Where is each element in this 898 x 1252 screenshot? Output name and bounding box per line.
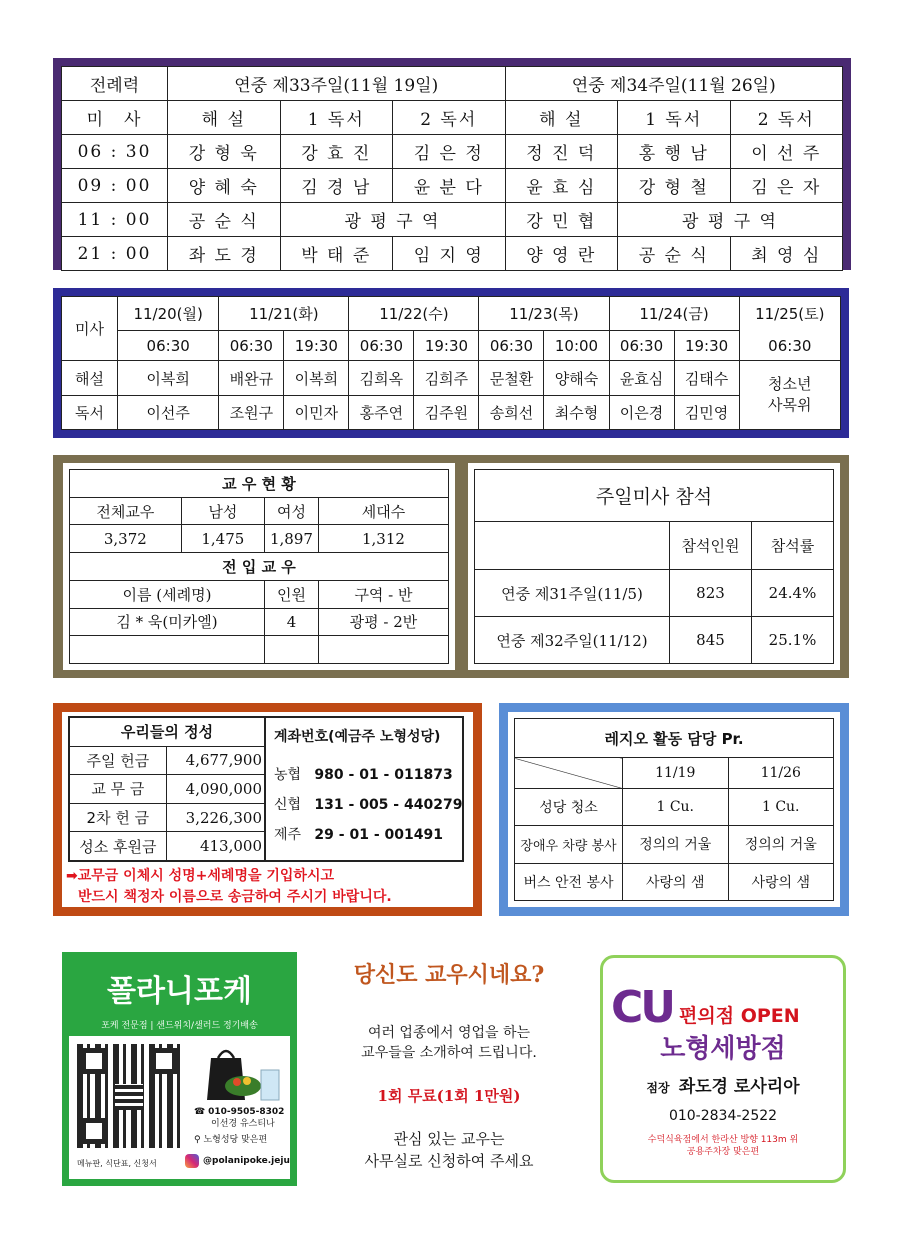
day-date: 11/23(목) [479, 297, 609, 331]
empty-cell [264, 636, 318, 664]
diagonal-cell [515, 758, 623, 788]
direction-line: 공용주차장 맞은편 [686, 1147, 760, 1157]
cell: 배완규 [219, 361, 284, 395]
col-reading2: 2 독서 [730, 101, 843, 135]
cell: 박 태 준 [280, 237, 393, 271]
members-panel [63, 463, 455, 670]
table-row [62, 135, 843, 169]
saturday-note [739, 361, 840, 430]
promo-line: 관심 있는 교우는 [393, 1130, 505, 1148]
mass-time: 06:30 [739, 331, 840, 361]
mass-time: 06:30 [609, 331, 674, 361]
weekday-mass-table [61, 296, 841, 430]
cell: 광 평 구 역 [280, 203, 505, 237]
mass-label: 미사 [62, 297, 118, 361]
bank-name: 농협 [274, 767, 302, 783]
empty-cell [70, 636, 265, 664]
value-cell: 1,897 [264, 525, 318, 553]
value-cell: 25.1% [752, 617, 834, 664]
cell: 광 평 구 역 [618, 203, 843, 237]
cu-logo: CU [611, 982, 674, 1033]
direction-line: 수덕식육점에서 한라산 방향 113m 위 [647, 1135, 799, 1145]
cell: 김 은 정 [393, 135, 506, 169]
phone-icon: ☎ [194, 1107, 206, 1117]
mass-time: 09 : 00 [62, 169, 168, 203]
header-cell: 참석률 [752, 522, 834, 570]
attendance-title: 주일미사 참석 [475, 470, 834, 522]
cell: 이은경 [609, 395, 674, 429]
poke-insta: @polanipoke.jeju [203, 1156, 290, 1166]
row-label: 2차 헌 금 [70, 803, 166, 832]
value-cell: 광평 - 2반 [318, 608, 448, 636]
date-header: 11/26 [728, 758, 834, 788]
legio-frame [499, 703, 849, 916]
poke-phone: 010-9505-8302 [208, 1107, 285, 1117]
account-number: 131 - 005 - 440279 [314, 797, 463, 813]
note-line: 청소년 [768, 375, 812, 394]
promo-title: 당신도 교우시네요? [353, 962, 545, 988]
cell: 강 형 욱 [168, 135, 281, 169]
account-item [274, 790, 464, 820]
row-label: 장애우 차량 봉사 [515, 826, 623, 863]
cell: 김 경 남 [280, 169, 393, 203]
mass-time: 06:30 [118, 331, 219, 361]
salad-bag-icon [205, 1040, 285, 1104]
cell: 홍주연 [349, 395, 414, 429]
header-cell: 여성 [264, 497, 318, 525]
cell: 이선주 [118, 395, 219, 429]
header-cell: 남성 [181, 497, 264, 525]
value-cell: 사랑의 샘 [623, 863, 729, 900]
value-cell: 사랑의 샘 [728, 863, 834, 900]
cell: 정 진 덕 [505, 135, 618, 169]
day-date: 11/24(금) [609, 297, 739, 331]
cell: 김 은 자 [730, 169, 843, 203]
col-reading2: 2 독서 [393, 101, 506, 135]
row-label: 연중 제31주일(11/5) [475, 570, 670, 617]
header-cell: 이름 (세례명) [70, 580, 265, 608]
header-cell: 인원 [264, 580, 318, 608]
week33-header: 연중 제33주일(11월 19일) [168, 67, 506, 101]
mass-time: 06:30 [349, 331, 414, 361]
value-cell: 1,312 [318, 525, 448, 553]
account-number: 980 - 01 - 011873 [314, 767, 453, 783]
reading-label: 독서 [62, 395, 118, 429]
cell: 김희주 [414, 361, 479, 395]
account-item [274, 820, 464, 850]
cell: 공 순 식 [168, 203, 281, 237]
insta-row [185, 1154, 290, 1168]
header-cell: 구역 - 반 [318, 580, 448, 608]
cu-open: 편의점 OPEN [679, 1005, 800, 1027]
promo-line: 교우들을 소개하여 드립니다. [361, 1045, 537, 1061]
cell: 김태수 [674, 361, 739, 395]
commentary-label: 해설 [62, 361, 118, 395]
cell: 강 형 철 [618, 169, 731, 203]
value-cell: 정의의 거울 [728, 826, 834, 863]
qr-code-icon [77, 1044, 181, 1148]
members-table [69, 469, 449, 664]
week34-header: 연중 제34주일(11월 26일) [505, 67, 843, 101]
cell: 좌 도 경 [168, 237, 281, 271]
value-cell: 3,372 [70, 525, 182, 553]
amount: 4,090,000 [166, 775, 265, 804]
cell: 임 지 영 [393, 237, 506, 271]
note-line: 사목위 [768, 396, 812, 415]
empty-cell [475, 522, 670, 570]
cell: 강 민 협 [505, 203, 618, 237]
cell: 김주원 [414, 395, 479, 429]
col-reading1: 1 독서 [618, 101, 731, 135]
offering-notice [66, 866, 392, 908]
poke-card [69, 1036, 290, 1179]
location-pin-icon: ⚲ [194, 1135, 201, 1145]
mass-time: 11 : 00 [62, 203, 168, 237]
account-number: 29 - 01 - 001491 [314, 827, 443, 843]
mass-label: 미 사 [62, 101, 168, 135]
sunday-liturgy-table [61, 66, 843, 271]
mass-time: 19:30 [284, 331, 349, 361]
col-commentary: 해 설 [505, 101, 618, 135]
sunday-liturgy-frame [53, 58, 851, 270]
amount: 413,000 [166, 832, 265, 860]
row-label: 주일 헌금 [70, 746, 166, 775]
poke-location: 노형성당 맞은편 [203, 1135, 268, 1145]
cell: 이 선 주 [730, 135, 843, 169]
value-cell: 4 [264, 608, 318, 636]
day-date: 11/25(토) [739, 297, 840, 331]
day-date: 11/20(월) [118, 297, 219, 331]
header-cell: 참석인원 [670, 522, 752, 570]
cell: 최 영 심 [730, 237, 843, 271]
attendance-panel [468, 463, 840, 670]
legio-table [514, 718, 834, 901]
notice-line: ➡교무금 이체시 성명+세례명을 기입하시고 [66, 868, 334, 884]
cell: 홍 행 남 [618, 135, 731, 169]
offerings-frame [53, 703, 482, 916]
row-label: 성당 청소 [515, 788, 623, 825]
table-row [62, 169, 843, 203]
amount: 4,677,900 [166, 746, 265, 775]
owner-label: 점장 [646, 1081, 670, 1095]
value-cell: 1 Cu. [623, 788, 729, 825]
cell: 윤 분 다 [393, 169, 506, 203]
cell: 양 영 란 [505, 237, 618, 271]
stats-frame [53, 455, 849, 678]
account-info [274, 726, 464, 850]
bank-name: 신협 [274, 797, 302, 813]
cell: 이복희 [284, 361, 349, 395]
transfer-title: 전 입 교 우 [70, 553, 449, 581]
day-date: 11/21(화) [219, 297, 349, 331]
weekday-mass-frame [53, 288, 849, 438]
row-label: 연중 제32주일(11/12) [475, 617, 670, 664]
empty-cell [318, 636, 448, 664]
instagram-icon [185, 1154, 199, 1168]
cu-phone: 010-2834-2522 [668, 1108, 778, 1124]
cell: 김민영 [674, 395, 739, 429]
cu-store: 노형세방점 [660, 1034, 786, 1064]
notice-line: 반드시 책정자 이름으로 송금하여 주시기 바랍니다. [78, 889, 392, 905]
cell: 조원구 [219, 395, 284, 429]
col-reading1: 1 독서 [280, 101, 393, 135]
cell: 최수형 [544, 395, 609, 429]
row-label: 교 무 금 [70, 775, 166, 804]
poke-contact [194, 1106, 284, 1146]
row-label: 버스 안전 봉사 [515, 863, 623, 900]
poke-bottom: 메뉴판, 식단표, 신청서 [77, 1159, 157, 1168]
mass-time: 06:30 [479, 331, 544, 361]
cell: 이복희 [118, 361, 219, 395]
account-list [274, 760, 464, 850]
promo-line: 사무실로 신청하여 주세요 [364, 1152, 534, 1170]
amount: 3,226,300 [166, 803, 265, 832]
mass-time: 10:00 [544, 331, 609, 361]
cell: 윤 효 심 [505, 169, 618, 203]
cell: 강 효 진 [280, 135, 393, 169]
cu-header [611, 982, 800, 1033]
promo-apply [310, 1128, 588, 1172]
cell: 윤효심 [609, 361, 674, 395]
value-cell: 845 [670, 617, 752, 664]
poke-owner: 이선경 유스티나 [211, 1119, 275, 1129]
mass-time: 21 : 00 [62, 237, 168, 271]
value-cell: 1 Cu. [728, 788, 834, 825]
location-row [194, 1134, 284, 1146]
poke-tagline: 포케 전문점 | 샌드위치/샐러드 정기배송 [101, 1021, 258, 1031]
cu-ad [600, 955, 846, 1183]
attendance-table [474, 469, 834, 664]
bank-name: 제주 [274, 827, 302, 843]
mass-time: 19:30 [414, 331, 479, 361]
offerings-box [68, 716, 464, 862]
liturgy-corner: 전례력 [62, 67, 168, 101]
legio-panel [508, 712, 840, 907]
cell: 문철환 [479, 361, 544, 395]
mass-time: 19:30 [674, 331, 739, 361]
value-cell: 24.4% [752, 570, 834, 617]
cu-owner: 좌도경 로사리아 [678, 1077, 800, 1097]
account-item [274, 760, 464, 790]
header-cell: 전체교우 [70, 497, 182, 525]
value-cell: 823 [670, 570, 752, 617]
offerings-title: 우리들의 정성 [70, 718, 265, 746]
cell: 김희옥 [349, 361, 414, 395]
promo-price: 1회 무료(1회 1만원) [377, 1087, 521, 1105]
cell: 송희선 [479, 395, 544, 429]
cell: 양 혜 숙 [168, 169, 281, 203]
promo-line: 여러 업종에서 영업을 하는 [367, 1025, 531, 1041]
value-cell: 김 * 욱(미카엘) [70, 608, 265, 636]
phone-row [194, 1106, 284, 1118]
promo-intro [310, 1023, 588, 1063]
cell: 공 순 식 [618, 237, 731, 271]
day-date: 11/22(수) [349, 297, 479, 331]
account-title: 계좌번호(예금주 노형성당) [274, 729, 441, 745]
table-row [62, 237, 843, 271]
poke-ad [62, 952, 297, 1186]
mass-time: 06 : 30 [62, 135, 168, 169]
date-header: 11/19 [623, 758, 729, 788]
table-row [62, 203, 843, 237]
offerings-panel [62, 712, 473, 907]
cu-owner-row [603, 1072, 843, 1097]
cu-directions [603, 1134, 843, 1158]
mass-time: 06:30 [219, 331, 284, 361]
cell: 이민자 [284, 395, 349, 429]
value-cell: 1,475 [181, 525, 264, 553]
legio-title: 레지오 활동 담당 Pr. [515, 719, 834, 758]
header-cell: 세대수 [318, 497, 448, 525]
col-commentary: 해 설 [168, 101, 281, 135]
members-title: 교 우 현 황 [70, 470, 449, 498]
cell: 양해숙 [544, 361, 609, 395]
value-cell: 정의의 거울 [623, 826, 729, 863]
row-label: 성소 후원금 [70, 832, 166, 860]
promo-block [310, 958, 588, 1172]
poke-name: 폴라니포케 [107, 974, 252, 1009]
offerings-table [70, 718, 266, 860]
